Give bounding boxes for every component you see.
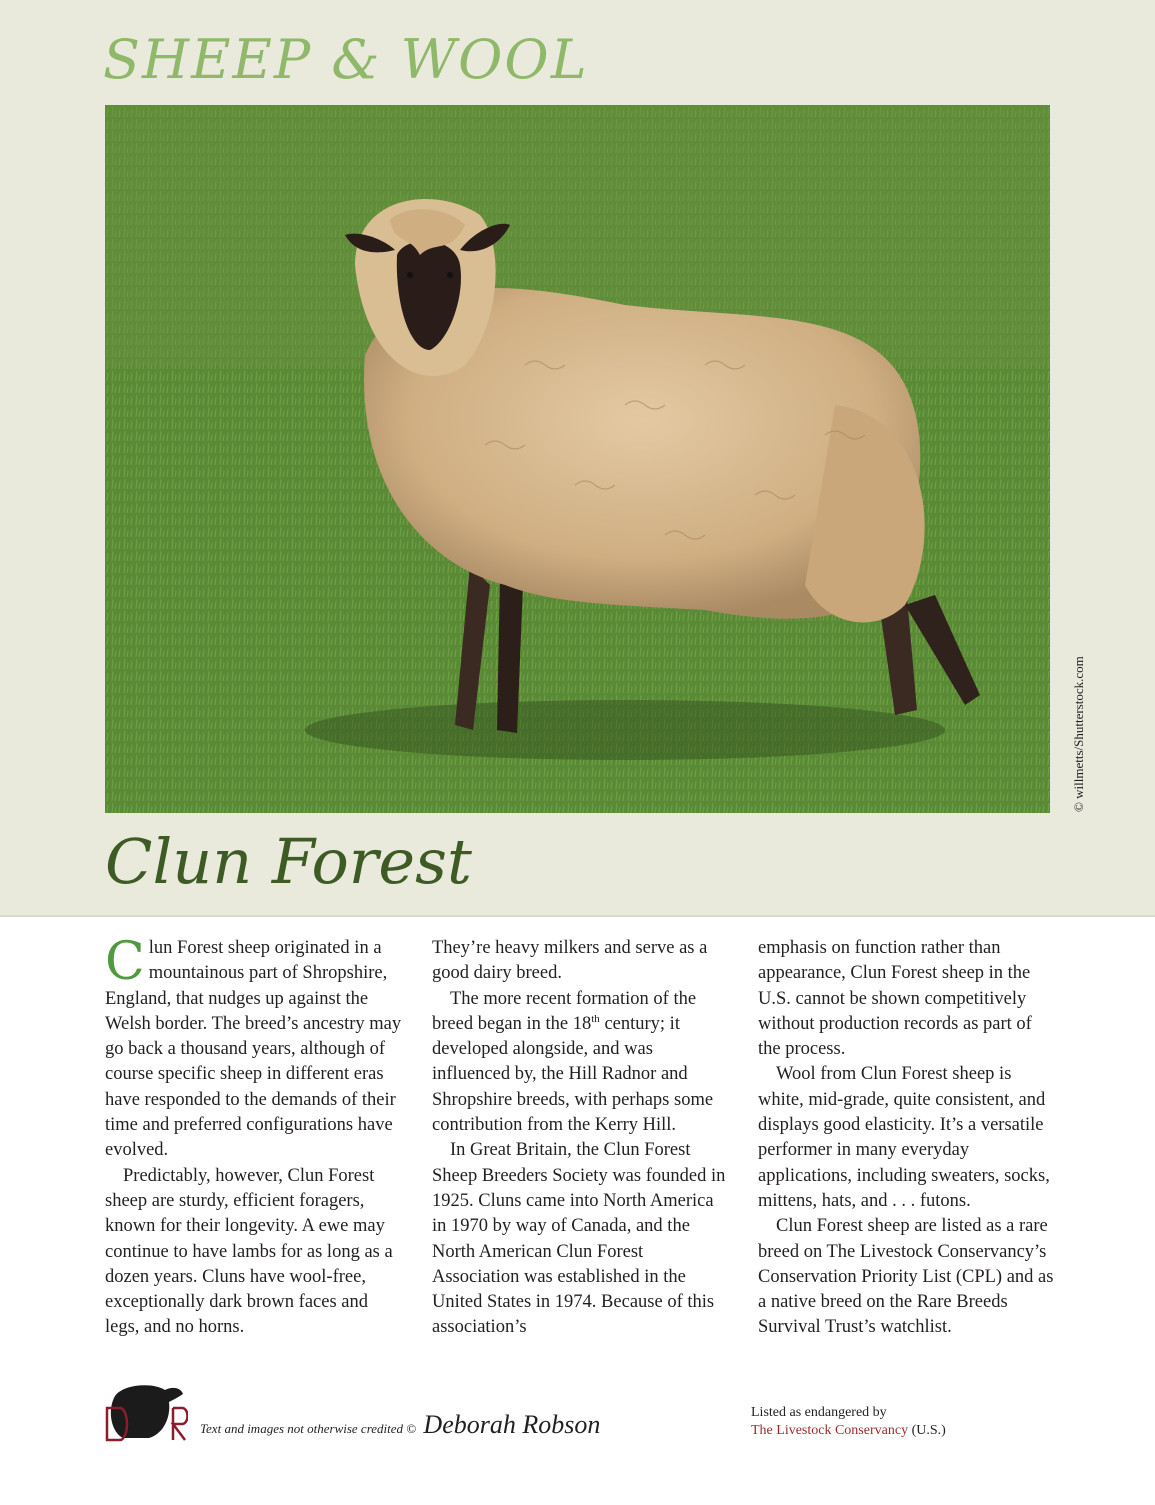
superscript: th (591, 1012, 600, 1025)
livestock-conservancy-link[interactable]: The Livestock Conservancy (751, 1423, 909, 1438)
sheep-logo-icon (103, 1378, 188, 1442)
paragraph-text: century; it developed alongside, and was influenced by, the Hill Radnor and Shropshire breeds, with perhaps some contribution from the Kerry Hill. (432, 1013, 714, 1136)
paragraph: Wool from Clun Forest sheep is white, mid-grade, quite consistent, and displays good elasticity. It’s a versatile performer in many everyday applications, including sweaters, socks, mittens, hats, and . . . futons. (758, 1064, 1050, 1211)
paragraph-text: The more recent formation of the breed began in the 18 (432, 988, 697, 1034)
endangered-note (751, 1404, 946, 1440)
paragraph (105, 932, 405, 1164)
article-column-1 (105, 932, 405, 1341)
article-column-3 (758, 936, 1058, 1341)
author-credit (200, 1410, 600, 1440)
sheep-illustration (105, 105, 1050, 813)
paragraph: Predictably, however, Clun Forest sheep are sturdy, efficient foragers, known for their longevity. A ewe may continue to have lambs for as long as a dozen years. Cluns have wool-free, exceptionally dark brown faces and legs, and no horns. (105, 1165, 393, 1338)
article-column-2 (432, 936, 732, 1341)
sheep-photo (105, 105, 1050, 813)
paragraph-text: lun Forest sheep originated in a mountainous part of Shropshire, England, that nudges up against the Welsh border. The breed’s ancestry may go back a thousand years, although of course specific sheep in different eras have responded to the demands of their time and preferred configurations have evolved. (105, 938, 402, 1161)
breed-title: Clun Forest (105, 825, 472, 898)
paragraph: emphasis on function rather than appearance, Clun Forest sheep in the U.S. cannot be shown competitively without production records as part of the process. (758, 938, 1032, 1060)
paragraph: They’re heavy milkers and serve as a good dairy breed. (432, 938, 708, 984)
paragraph (432, 987, 732, 1139)
section-title: SHEEP & WOOL (103, 28, 589, 91)
photo-credit: © willmetts/Shutterstock.com (1071, 656, 1086, 812)
drop-cap: C (105, 932, 145, 992)
author-logo (103, 1378, 188, 1442)
country-suffix: (U.S.) (911, 1423, 946, 1438)
paragraph: In Great Britain, the Clun Forest Sheep Breeders Society was founded in 1925. Cluns came into North America in 1970 by way of Canada, and the North American Clun Forest Association was established in the United States in 1974. Because of this association’s (432, 1140, 726, 1338)
author-name: Deborah Robson (423, 1410, 601, 1439)
credit-prefix: Text and images not otherwise credited © (200, 1421, 417, 1436)
endangered-label: Listed as endangered by (751, 1405, 887, 1420)
paragraph: Clun Forest sheep are listed as a rare breed on The Livestock Conservancy’s Conservation Priority List (CPL) and as a native breed on the Rare Breeds Survival Trust’s watchlist. (758, 1216, 1054, 1338)
